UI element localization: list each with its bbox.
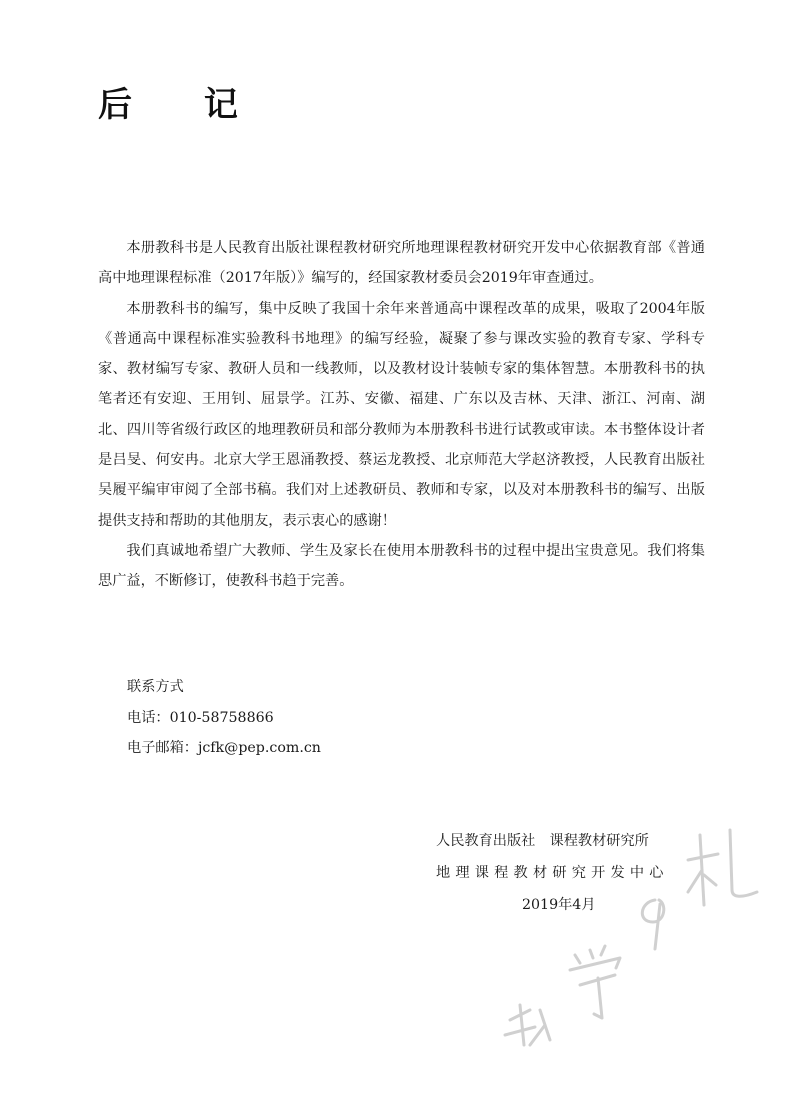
contact-heading: 联系方式	[127, 679, 184, 695]
paragraph-2: 本册教科书的编写，集中反映了我国十余年来普通高中课程改革的成果，吸取了2004年版《普通高中课程标准实验教科书地理》的编写经验，凝聚了参与课改实验的教育专家、学科专家、教材编写专家、教研人员和一线教师，以及教材设计装帧专家的集体智慧。本册教科书的执笔者还有安迎、王用钊、屈景学。江苏、安徽、福建、广东以及吉林、天津、浙江、河南、湖北、四川等省级行政区的地理教研员和部分教师为本册教科书进行试教或审读。本书整体设计者是吕旻、何安冉。北京大学王恩涌教授、蔡运龙教授、北京师范大学赵济教授，人民教育出版社吴履平编审审阅了全部书稿。我们对上述教研员、教师和专家，以及对本册教科书的编写、出版提供支持和帮助的其他朋友，表示衷心的感谢！	[98, 300, 705, 529]
signature-date: 2019年4月	[522, 897, 596, 913]
contact-info	[127, 672, 321, 764]
page-title: 后 记	[98, 85, 268, 125]
contact-phone: 电话：010-58758866	[127, 709, 274, 726]
signature-block	[420, 825, 700, 921]
paragraph-1: 本册教科书是人民教育出版社课程教材研究所地理课程教材研究开发中心依据教育部《普通高中地理课程标准（2017年版）》编写的，经国家教材委员会2019年审查通过。	[98, 240, 705, 287]
signature-center: 地理课程教材研究开发中心	[436, 865, 669, 881]
afterword-body	[98, 233, 705, 597]
paragraph-3: 我们真诚地希望广大教师、学生及家长在使用本册教科书的过程中提出宝贵意见。我们将集思广益，不断修订，使教科书趋于完善。	[98, 542, 705, 590]
contact-email: 电子邮箱：jcfk@pep.com.cn	[127, 740, 321, 756]
signature-org: 人民教育出版社 课程教材研究所	[436, 833, 649, 849]
